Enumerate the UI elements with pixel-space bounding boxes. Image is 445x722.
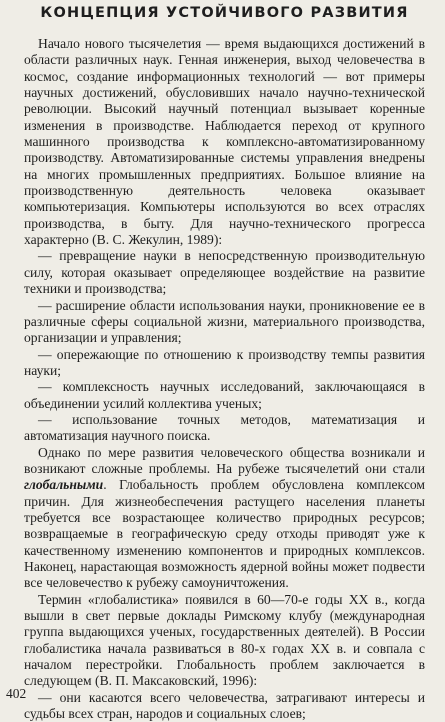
list-item: — опережающие по отношению к производству темпы развития науки; <box>24 346 425 378</box>
list-item: — комплексность научных исследований, заключающаяся в объединении усилий коллектива ученых; <box>24 379 425 411</box>
list-item: — превращение науки в непосредственную производительную силу, которая оказывает определяющее воздействие на развитие техники и производства; <box>24 248 425 297</box>
intro-paragraph: Начало нового тысячелетия — время выдающихся достижений в области различных наук. Генная инженерия, выход человечества в космос, создание информационных технологий — вот примеры научных достижений, обусловивших начало научно-технической революции. Высокий научный потенциал вызывает коренные изменения в производстве. Наблюдается переход от крупного машинного производства к комплексно-автоматизированному производству. Автоматизированные системы управления внедрены на многих промышленных предприятиях. Большое влияние на производственную деятельность человека оказывает компьютеризация. Компьютеры используются во всех отраслях производства, в быту. Для научно-технического прогресса характерно (В. С. Жекулин, 1989): <box>24 36 425 248</box>
global-text-after: . Глобальность проблем обусловлена комплексом причин. Для жизнеобеспечения растущего населения планеты требуется все возрастающее количество природных ресурсов; возвращаемые в географическую среду отходы приводят уже к качественному изменению компонентов и природных комплексов. Наконец, нарастающая возможность ядерной войны может подвести все человечество к рубежу самоуничтожения. <box>24 477 425 591</box>
global-text-before: Однако по мере развития человеческого общества возникали и возникают сложные проблемы. На рубеже тысячелетий они стали <box>24 444 425 476</box>
list-item: — они касаются всего человечества, затрагивают интересы и судьбы всех стран, народов и социальных слоев; <box>24 689 425 722</box>
page-number: 402 <box>6 686 27 701</box>
global-problems-paragraph <box>24 445 425 592</box>
emphasized-term: глобальными <box>24 477 104 493</box>
body-text <box>24 36 425 722</box>
globalistics-paragraph: Термин «глобалистика» появился в 60—70-е годы XX в., когда вышли в свет первые доклады Римскому клубу (международная группа выдающихся ученых, государственных деятелей). В России глобалистика начала развиваться в 80-х годах XX в. и совпала с началом перестройки. Глобальность проблем заключается в следующем (В. П. Максаковский, 1996): <box>24 591 425 689</box>
page-title: КОНЦЕПЦИЯ УСТОЙЧИВОГО РАЗВИТИЯ <box>40 5 409 21</box>
list-item: — использование точных методов, математизация и автоматизация научного поиска. <box>24 411 425 444</box>
list-item: — расширение области использования науки, проникновение ее в различные сферы социальной жизни, материального производства, организации и управления; <box>24 297 425 346</box>
